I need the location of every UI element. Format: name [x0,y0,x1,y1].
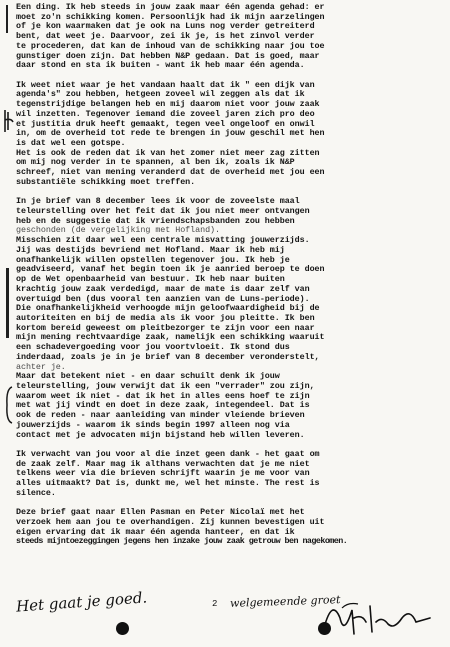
text-line: Deze brief gaat naar Ellen Pasman en Peter Nicolaï met het [16,507,305,518]
punch-hole [116,622,129,635]
text-line: Maar dat betekent niet - en daar schuilt denk ik jouw [16,371,280,382]
text-line: de zaak zelf. Maar mag ik althans verwachten dat je me niet [16,458,310,469]
text-line: et justitia druk heeft gemaakt, tegen veel ongeloof en onwil [16,118,315,129]
text-line: mijn mening rechtvaardige zaak, namelijk een schikking waaruit [16,332,325,343]
text-line: ook de reden - naar aanleiding van minder vleiende brieven [16,410,305,421]
text-line: inderdaad, zoals je in je brief van 8 december veronderstelt, [16,351,320,362]
text-line: heb en de suggestie dat ik vriendschapsbanden zou hebben [16,215,295,226]
text-line: steeds mijntoezeggingen jegens hen inzake jouw zaak getrouw ben nagekomen. [16,536,348,547]
text-line: achter je. [16,361,66,372]
text-line: moet zo'n schikking komen. Persoonlijk had ik mijn aarzelingen [16,11,325,22]
text-line: wil inzetten. Tegenover iemand die zoveel jaren zich pro deo [16,108,315,119]
margin-bracket-mark [2,385,16,425]
text-line: kortom bereid geweest om pleitbezorger te zijn voor een naar [16,322,315,333]
text-line: geadviseerd, vanaf het begin toen ik je aanried beroep te doen [16,264,325,275]
text-line: verzoek hem aan jou te overhandigen. Zij kunnen bevestigen uit [16,516,325,527]
text-line: of je kon waarmaken dat je ook na Luns nog verder getreiterd [16,21,315,32]
text-line: krachtig jouw zaak verdedigd, maar de mate is daar zelf van [16,283,310,294]
paragraph-3 [16,197,444,440]
text-line: substantiële schikking moet treffen. [16,176,196,187]
text-line: contact met je advocaten mijn bijstand heb willen leveren. [16,429,305,440]
paragraph-2 [16,81,444,188]
text-line: waarom weet ik niet - dat ik het in alles eens hoef te zijn [16,390,310,401]
text-line: is dat wel een gotspe. [16,138,126,149]
margin-scribble-mark [2,108,16,134]
text-line: een schadevergoeding voor jou voortvloeit. Ik stond dus [16,342,290,353]
text-line: Misschien zit daar wel een centrale misvatting jouwerzijds. [16,235,310,246]
text-line: daar stond en sta ik buiten - want ik heb maar één agenda. [16,60,305,71]
text-line: gunstiger doen zijn. Dat hebben N&P gedaan. Dat is goed, maar [16,50,320,61]
handwritten-closing: Het gaat je goed. [15,588,148,616]
paragraph-4 [16,450,444,499]
text-line: teleurstelling over het feit dat ik jou niet meer ontvangen [16,206,310,217]
text-line: onafhankelijk willen opstellen tegenover jou. Ik heb je [16,254,290,265]
signature-image [318,588,438,644]
text-line: telkens weer via die brieven schrijft waarin je me voor van [16,468,310,479]
text-line: Ik verwacht van jou voor al die inzet geen dank - het gaat om [16,448,320,459]
paragraph-5 [16,508,444,547]
text-line: schreef, niet van mening veranderd dat de overheid met jou een [16,167,325,178]
handwritten-greeting: welgemeende groet [229,593,341,610]
punch-hole [318,622,331,635]
text-line: op de Wet openbaarheid van bestuur. Ik heb naar buiten [16,274,285,285]
margin-bar [6,268,9,338]
text-line: bent, dat weet je. Daarvoor, zei ik je, is het zinvol verder [16,31,315,42]
text-line: autoriteiten en bij de media als ik voor jou pleitte. Ik ben [16,312,315,323]
text-line: silence. [16,487,56,498]
text-line: geschonden (de vergelijking met Hofland). [16,225,221,236]
text-line: te procederen, dat kan de inhoud van de schikking naar jou toe [16,40,325,51]
letter-body [16,3,444,557]
text-line: tegenstrijdige belangen heb en mij daarom niet voor jouw zaak [16,99,320,110]
text-line: Het is ook de reden dat ik van het zomer niet meer zag zitten [16,147,320,158]
paragraph-1 [16,3,444,71]
text-line: Die onafhankelijkheid verhoogde mijn geloofwaardigheid bij de [16,303,320,314]
page-number: 2 [212,599,218,609]
text-line: eigen ervaring dat ik maar één agenda hanteer, en dat ik [16,526,295,537]
text-line: Een ding. Ik heb steeds in jouw zaak maar één agenda gehad: er [16,2,325,12]
text-line: in, om de overheid tot rede te brengen in jouw geschil met hen [16,128,325,139]
text-line: Jij was destijds bevriend met Hofland. Maar ik heb mij [16,244,285,255]
text-line: met wat jij vindt en doet in deze zaak, integendeel. Dat is [16,400,310,411]
text-line: agenda's" zou hebben, hetgeen zoveel wil zeggen als dat ik [16,89,305,100]
text-line: Ik weet niet waar je het vandaan haalt dat ik " een dijk van [16,79,315,90]
text-line: teleurstelling, jouw verwijt dat ik een "verrader" zou zijn, [16,380,315,391]
text-line: alles uitmaakt? Dat is, dunkt me, wel het minste. The rest is [16,478,320,489]
text-line: overtuigd ben (dus vooral ten aanzien van de Luns-periode). [16,293,310,304]
text-line: om mij nog verder in te spannen, al ben ik, zoals ik N&P [16,157,295,168]
text-line: In je brief van 8 december lees ik voor de zoveelste maal [16,196,300,207]
margin-bar [6,5,8,33]
text-line: jouwerzijds - waarom ik sinds begin 1997 alleen nog via [16,419,290,430]
